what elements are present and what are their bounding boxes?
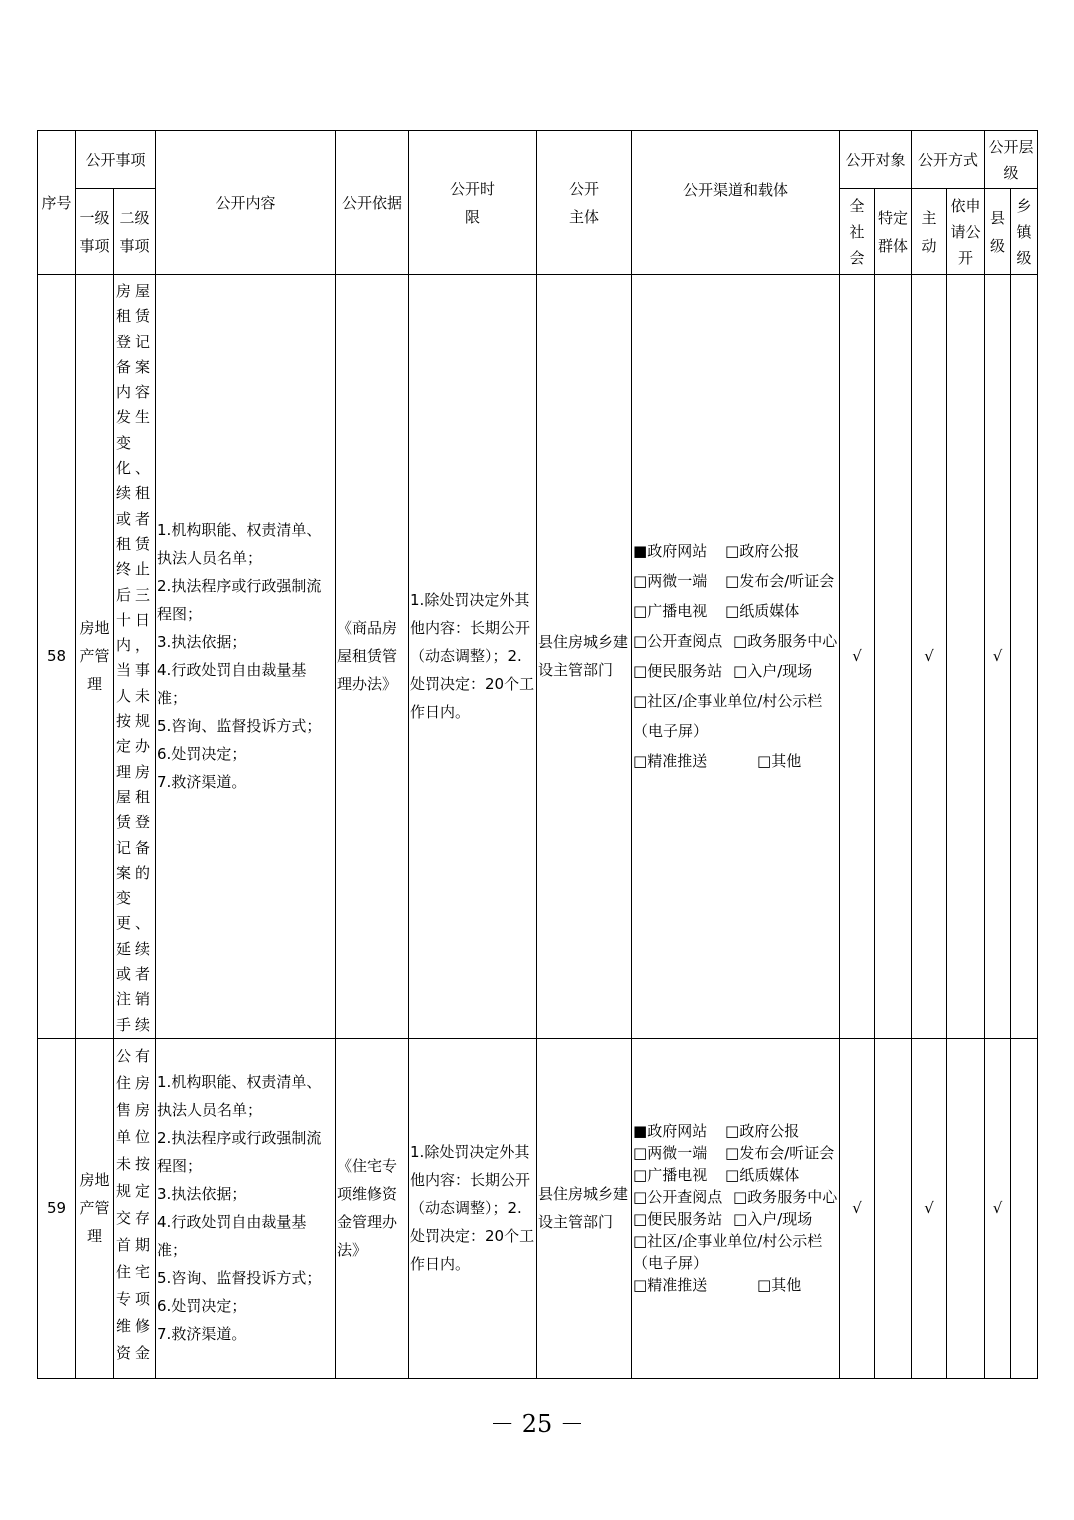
row-level1: [76, 275, 114, 1039]
row-level1: [76, 1038, 114, 1378]
table-row: [38, 275, 1038, 1039]
row-level2-text: 房屋租赁登记备案内容发生变化、续租或者租赁终止后三十日内，当事人未按规定办理房屋租赁登记备案的变更、延续或者注销手续: [116, 282, 155, 1034]
row-target-all: √: [840, 275, 875, 1039]
header-level1-text: 一级事项: [79, 208, 110, 255]
channel-option: □广播电视: [633, 1166, 708, 1185]
list-item: 3.执法依据；: [157, 633, 247, 652]
row-level-town: [1011, 1038, 1038, 1378]
channel-option: □精准推送: [633, 1276, 708, 1295]
list-item: 7.救济渠道。: [157, 1325, 247, 1344]
header-target-group: [875, 189, 912, 275]
row-content-list: [156, 516, 335, 796]
list-item: 4.行政处罚自由裁量基准；: [157, 661, 307, 708]
list-item: 4.行政处罚自由裁量基准；: [157, 1213, 307, 1260]
row-channel-list: [632, 536, 839, 776]
header-level-county: [985, 189, 1011, 275]
list-item: 5.咨询、监督投诉方式；: [157, 717, 322, 736]
channel-line: [632, 656, 839, 686]
header-subject-text: 公开主体: [569, 179, 600, 226]
row-basis-text: 《商品房屋租赁管理办法》: [337, 619, 398, 694]
channel-line: [632, 1230, 839, 1274]
row-time-limit-text: 1.除处罚决定外其他内容：长期公开（动态调整）；2.处罚决定：20个工作日内。: [410, 1143, 535, 1274]
header-method: 公开方式: [912, 131, 985, 189]
header-method-active: [912, 189, 947, 275]
channel-option: □其他: [757, 752, 802, 771]
channel-line: [632, 596, 839, 626]
row-channel-list: [632, 1120, 839, 1296]
list-item: 1.机构职能、权责清单、执法人员名单；: [157, 1073, 322, 1120]
row-subject: [537, 275, 632, 1039]
list-item: 6.处罚决定；: [157, 745, 247, 764]
row-time-limit-text: 1.除处罚决定外其他内容：长期公开（动态调整）；2.处罚决定：20个工作日内。: [410, 591, 535, 722]
header-level2-text: 二级事项: [119, 208, 150, 255]
channel-option: □公开查阅点: [633, 632, 723, 651]
channel-option: ■政府网站: [633, 1122, 708, 1141]
header-subject: [537, 131, 632, 275]
header-matter: 公开事项: [76, 131, 156, 189]
row-basis-text: 《住宅专项维修资金管理办法》: [337, 1157, 398, 1260]
row-level1-text: 房地产管理: [79, 1171, 110, 1246]
header-basis: 公开依据: [336, 131, 409, 275]
header-target: 公开对象: [840, 131, 912, 189]
row-level2: [114, 1038, 156, 1378]
row-target-all: √: [840, 1038, 875, 1378]
row-method-apply: [947, 275, 985, 1039]
channel-option: □其他: [757, 1276, 802, 1295]
row-level-town: [1011, 275, 1038, 1039]
channel-option: □政府公报: [725, 542, 800, 561]
header-content: 公开内容: [156, 131, 336, 275]
header-seq: 序号: [38, 131, 76, 275]
header-time-limit: [409, 131, 537, 275]
header-level2: [114, 189, 156, 275]
list-item: 7.救济渠道。: [157, 773, 247, 792]
row-basis: [336, 1038, 409, 1378]
header-level-town-text: 乡镇级: [1016, 196, 1032, 267]
channel-line: [632, 566, 839, 596]
channel-option: □便民服务站: [633, 1210, 723, 1229]
channel-line: [632, 686, 839, 746]
channel-option: □两微一端: [633, 572, 708, 591]
header-level: [985, 131, 1038, 189]
channel-line: [632, 536, 839, 566]
row-channel: [632, 1038, 840, 1378]
row-method-active: √: [912, 275, 947, 1039]
channel-option: □纸质媒体: [725, 602, 800, 621]
row-subject-text: 县住房城乡建设主管部门: [538, 633, 629, 680]
row-target-group: [875, 275, 912, 1039]
row-time-limit: [409, 275, 537, 1039]
row-method-apply: [947, 1038, 985, 1378]
channel-option: □公开查阅点: [633, 1188, 723, 1207]
row-level-county: √: [985, 275, 1011, 1039]
row-subject-text: 县住房城乡建设主管部门: [538, 1185, 629, 1232]
channel-option: □政务服务中心: [733, 1188, 838, 1207]
row-content: [156, 275, 336, 1039]
row-method-active: √: [912, 1038, 947, 1378]
row-basis: [336, 275, 409, 1039]
channel-option: □广播电视: [633, 602, 708, 621]
header-method-active-text: 主动: [921, 208, 937, 255]
channel-line: [632, 1164, 839, 1186]
header-method-apply: [947, 189, 985, 275]
disclosure-table: [37, 130, 1038, 1379]
row-level-county: √: [985, 1038, 1011, 1378]
channel-line: [632, 1120, 839, 1142]
channel-option: □发布会/听证会: [725, 1144, 835, 1163]
header-channel: 公开渠道和载体: [632, 131, 840, 275]
list-item: 6.处罚决定；: [157, 1297, 247, 1316]
channel-option: ■政府网站: [633, 542, 708, 561]
row-subject: [537, 1038, 632, 1378]
channel-option: □政务服务中心: [733, 632, 838, 651]
header-level-text: 公开层级: [988, 137, 1034, 182]
list-item: 3.执法依据；: [157, 1185, 247, 1204]
row-seq: 58: [38, 275, 76, 1039]
channel-option: □两微一端: [633, 1144, 708, 1163]
channel-line: [632, 1274, 839, 1296]
channel-line: [632, 1186, 839, 1208]
row-level2: [114, 275, 156, 1039]
channel-option: □社区/企事业单位/村公示栏（电子屏）: [633, 692, 823, 741]
header-target-all: [840, 189, 875, 275]
row-seq: 59: [38, 1038, 76, 1378]
list-item: 1.机构职能、权责清单、执法人员名单；: [157, 521, 322, 568]
channel-option: □入户/现场: [733, 662, 813, 681]
list-item: 2.执法程序或行政强制流程图；: [157, 577, 322, 624]
header-level1: [76, 189, 114, 275]
header-level-town: [1011, 189, 1038, 275]
channel-option: □精准推送: [633, 752, 708, 771]
row-level1-text: 房地产管理: [79, 619, 110, 694]
channel-option: □发布会/听证会: [725, 572, 835, 591]
row-content: [156, 1038, 336, 1378]
channel-line: [632, 1208, 839, 1230]
header-target-group-text: 特定群体: [878, 208, 909, 255]
table-row: [38, 1038, 1038, 1378]
page-number: － 25 －: [490, 1410, 584, 1438]
header-time-limit-text: 公开时限: [450, 179, 496, 226]
channel-line: [632, 626, 839, 656]
row-time-limit: [409, 1038, 537, 1378]
channel-option: □入户/现场: [733, 1210, 813, 1229]
channel-option: □社区/企事业单位/村公示栏（电子屏）: [633, 1232, 823, 1273]
list-item: 2.执法程序或行政强制流程图；: [157, 1129, 322, 1176]
header-row-1: [38, 131, 1038, 189]
channel-line: [632, 1142, 839, 1164]
header-method-apply-text: 依申请公开: [950, 196, 981, 267]
channel-option: □政府公报: [725, 1122, 800, 1141]
header-target-all-text: 全社会: [849, 196, 865, 267]
channel-option: □纸质媒体: [725, 1166, 800, 1185]
row-level2-text: 公有住房售房单位未按规定交存首期住宅专项维修资金: [116, 1046, 155, 1362]
channel-option: □便民服务站: [633, 662, 723, 681]
header-level-county-text: 县级: [990, 208, 1006, 255]
row-content-list: [156, 1068, 335, 1348]
row-target-group: [875, 1038, 912, 1378]
list-item: 5.咨询、监督投诉方式；: [157, 1269, 322, 1288]
row-channel: [632, 275, 840, 1039]
channel-line: [632, 746, 839, 776]
